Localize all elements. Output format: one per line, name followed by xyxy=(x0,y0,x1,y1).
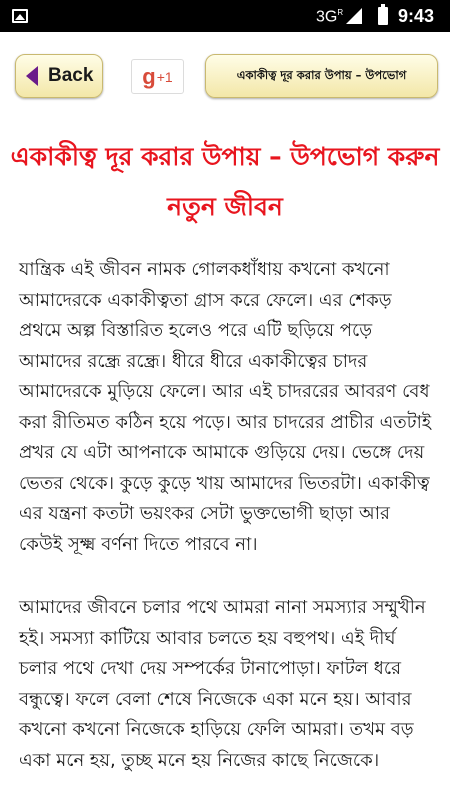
article-content xyxy=(0,118,450,800)
network-indicator xyxy=(316,8,343,26)
back-arrow-icon xyxy=(26,66,38,86)
google-plus-icon: g xyxy=(142,63,156,89)
roaming-indicator: R xyxy=(337,8,344,17)
signal-strength-icon xyxy=(346,8,362,24)
battery-icon xyxy=(378,7,388,25)
status-time: 9:43 xyxy=(398,6,435,26)
back-button[interactable] xyxy=(15,54,103,98)
article-title-chip[interactable]: একাকীত্ব দূর করার উপায় – উপভোগ xyxy=(205,54,438,98)
status-bar xyxy=(0,0,450,32)
plus-one-label: +1 xyxy=(156,68,173,85)
image-notification-icon xyxy=(12,9,28,23)
article-title: একাকীত্ব দূর করার উপায় – উপভোগ করুন নতুন জীবন xyxy=(10,142,440,221)
article-paragraph: আমাদের জীবনে চলার পথে আমরা নানা সমস্যার সম্মুখীন হই। সমস্যা কাটিয়ে আবার চলতে হয় বহুপথ। এই দীর্ঘ চলার পথে দেখা দেয় সম্পর্কের টানাপোড়া। ফাটল ধরে বন্ধুত্বে। ফলে বেলা শেষে নিজেকে একা মনে হয়। আবার কখনো কখনো নিজেকে হাড়িয়ে ফেলি আমরা। তখম বড় একা মনে হয়, তুচ্ছ মনে হয় নিজের কাছে নিজেকে। xyxy=(19,597,426,771)
network-type: 3G xyxy=(316,8,338,26)
google-plus-one-button[interactable] xyxy=(131,59,184,94)
back-button-label: Back xyxy=(48,65,94,86)
toolbar xyxy=(0,32,450,118)
article-paragraph: যান্ত্রিক এই জীবন নামক গোলকধাঁধায় কখনো কখনো আমাদেরকে একাকীত্বতা গ্রাস করে ফেলে। এর শেকড় প্রথমে অল্প বিস্তারিত হলেও পরে এটি ছড়িয়ে পড়ে আমাদের রন্ধ্রে রন্ধ্রে। ধীরে ধীরে একাকীত্বের চাদর আমাদেরকে মুড়িয়ে ফেলে। আর এই চাদররের আবরণ বেধ করা রীতিমত কঠিন হয়ে পড়ে। আর চাদরের প্রাচীর এতটাই প্রখর যে এটা আপনাকে আমাকে গুড়িয়ে দেয়। ভেঙ্গে দেয় ভেতর থেকে। কুড়ে কুড়ে খায় আমাদের ভিতরটা। একাকীত্ব এর যন্ত্রনা কতটা ভয়ংকর সেটা ভুক্তভোগী ছাড়া আর কেউই সূক্ষ্ম বর্ণনা দিতে পারবে না। xyxy=(19,259,432,555)
